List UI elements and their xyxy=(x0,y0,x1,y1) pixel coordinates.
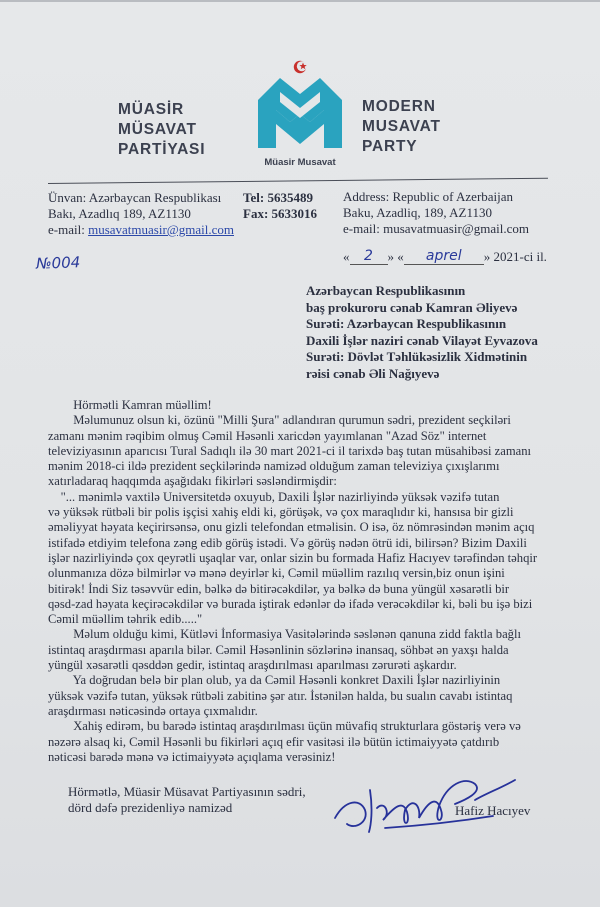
party-az-line: MÜSAVAT xyxy=(118,121,197,138)
body-line: "... mənimlə vaxtilə Universitetdə oxuyub, Daxili İşlər nazirliyində yüksək vəzifə tutan xyxy=(48,489,500,504)
address-en-line2: Baku, Azadliq, 189, AZ1130 xyxy=(343,205,493,220)
date-line xyxy=(343,248,547,265)
phone-block xyxy=(243,190,317,222)
email-label: e-mail: xyxy=(343,221,384,236)
body-line: işlər nazirliyində çox qeyrətli uşaqlar var, onlar sizin bu formada Hafiz Hacıyev tərəfindən təhqir xyxy=(48,550,538,565)
party-en-line: MODERN xyxy=(362,98,436,115)
body-line: mənim 2018-ci ildə prezident seçkilərində namizəd olduğum zaman televiziya çıxışlarımı xyxy=(48,459,500,474)
recipient-line: rəisi cənab Əli Nağıyevə xyxy=(306,365,440,381)
fax-number: Fax: 5633016 xyxy=(243,206,318,221)
body-line: nəticəsi barədə mənə və ictimaiyyətə açıqlama verəsiniz! xyxy=(48,749,336,764)
body-line: istifadə etdiyim telefona zəng edib görüş istədi. Və görüş nədən ötrü idi, bilirsən? Bizim Daxili xyxy=(48,535,527,550)
address-az xyxy=(48,190,234,238)
party-name-en xyxy=(362,97,472,157)
body-line: xatırladaraq haqqımda aşağıdakı fikirləri səsləndirmişdir: xyxy=(48,474,337,489)
body-line: qəsd-zad həyata keçirəcəkdilər və burada iştirak edənlər də ifadə verəcəkdilər ki, bəli bu işə bizi xyxy=(48,596,533,611)
date-year: 2021-ci il. xyxy=(493,249,547,264)
top-edge xyxy=(0,0,600,2)
date-quote: » xyxy=(387,249,394,264)
party-az-line: PARTİYASI xyxy=(118,141,206,158)
date-day: 2 xyxy=(364,248,373,264)
date-quote: » xyxy=(483,249,491,264)
body-line: Məlumunuz olsun ki, özünü "Milli Şura" adlandıran qurumun sədri, prezident seçkiləri xyxy=(48,413,511,428)
signoff-line1: Hörmətlə, Müasir Müsavat Partiyasının sədri, xyxy=(68,784,306,799)
body-line: yüngül xəsarətli qəsddən gedir, istintaq araşdırılması aparılması zərurəti aşkardır. xyxy=(48,658,457,673)
email-label: e-mail: xyxy=(48,222,89,237)
signer-name: Hafiz Hacıyev xyxy=(455,803,531,818)
body-line: istintaq araşdırması aparıla bilər. Cəmil Həsənlinin sözlərinə inansaq, söhbət ən yaxşı halda xyxy=(48,642,509,657)
recipient-line: Azərbaycan Respublikasının xyxy=(306,283,466,298)
header-divider xyxy=(48,178,548,184)
body-line: bitirək! İndi Siz təsəvvür edin, bəlkə də bitirəcəkdilər, ya bəlkə də buna yüngül xəsarətli bir xyxy=(48,581,510,596)
body-line: Cəmil müəllim təhrik edib....." xyxy=(48,612,203,627)
email-link-az[interactable]: musavatmuasir@gmail.com xyxy=(88,222,234,237)
date-month: aprel xyxy=(425,248,462,264)
recipients-block xyxy=(306,283,576,382)
address-en-line1: Address: Republic of Azerbaijan xyxy=(343,189,514,204)
body-line: televiziyasının aparıcısı Tural Sadıqlı ilə 30 mart 2021-ci il tarixdə baş tutan müsahibəsi zamanı xyxy=(48,443,532,458)
address-en-email-row xyxy=(343,221,529,237)
recipient-line: Surəti: Dövlət Təhlükəsizlik Xidmətinin xyxy=(306,349,528,364)
party-logo-icon xyxy=(250,58,350,158)
letter-body xyxy=(48,398,568,765)
party-name-az xyxy=(118,100,228,160)
date-quote: « xyxy=(397,249,404,264)
logo-caption: Müasir Musavat xyxy=(264,157,336,168)
body-line: yüksək vəzifə tutan, yüksək rütbəli zabitinə şər atır. İstənilən halda, bu sualın cavabı istintaq xyxy=(48,688,513,703)
body-line: və yüksək rütbəli bir polis işçisi xahiş eldi ki, görüşək, və çox maraqlıdır ki, hansısa bir gizli xyxy=(48,505,514,520)
body-line: olunmanıza dözə bilmirlər və mənə deyirlər ki, Cəmil müəllim razılıq versin,biz onun işini xyxy=(48,566,505,581)
address-az-email-row xyxy=(48,222,234,238)
tel-number: Tel: 5635489 xyxy=(243,190,313,205)
body-line: Hörmətli Kamran müəllim! xyxy=(48,398,212,412)
party-en-line: PARTY xyxy=(362,138,418,155)
body-line: zamanı mənim rəqibim olmuş Cəmil Həsənli xaricdən yayımlanan "Azad Söz" internet xyxy=(48,428,487,443)
body-line: Məlum olduğu kimi, Kütləvi İnformasiya Vasitələrində səslənən qanuna zidd faktla bağlı xyxy=(48,627,521,642)
body-line: Xahiş edirəm, bu barədə istintaq araşdırılması üçün müvafiq strukturlara göstəriş verə və xyxy=(48,719,521,734)
recipient-line: Surəti: Azərbaycan Respublikasının xyxy=(306,316,507,331)
party-az-line: MÜASİR xyxy=(118,101,184,118)
date-quote: « xyxy=(343,249,350,264)
body-line: araşdırması nəticəsində ortaya çıxmalıdır. xyxy=(48,703,258,718)
body-line: əməliyyat həyata keçirirsənsə, onu gizli telefondan etməlisin. O isə, öz nömrəsindən mənim açıq xyxy=(48,520,535,535)
body-line: nəzərə alsaq ki, Cəmil Həsənli bu fikirləri açıq efir vasitəsi ilə bütün ictimaiyyətə çatdırıb xyxy=(48,734,500,749)
recipient-line: Daxili İşlər naziri cənab Vilayət Eyvazova xyxy=(306,332,538,348)
address-az-line2: Bakı, Azadlıq 189, AZ1130 xyxy=(48,206,191,221)
signoff-line2: dörd dəfə prezidenliyə namizəd xyxy=(68,800,233,815)
signoff-block xyxy=(68,784,306,816)
email-text-en: musavatmuasir@gmail.com xyxy=(383,221,529,236)
address-az-line1: Ünvan: Azərbaycan Respublikası xyxy=(48,190,222,205)
recipient-line: baş prokuroru cənab Kamran Əliyevə xyxy=(306,299,518,315)
document-number: №004 xyxy=(35,253,81,273)
party-en-line: MUSAVAT xyxy=(362,118,441,135)
address-en xyxy=(343,189,529,237)
body-line: Ya doğrudan belə bir plan olub, ya da Cəmil Həsənli konkret Daxili İşlər nazirliyinin xyxy=(48,673,501,688)
